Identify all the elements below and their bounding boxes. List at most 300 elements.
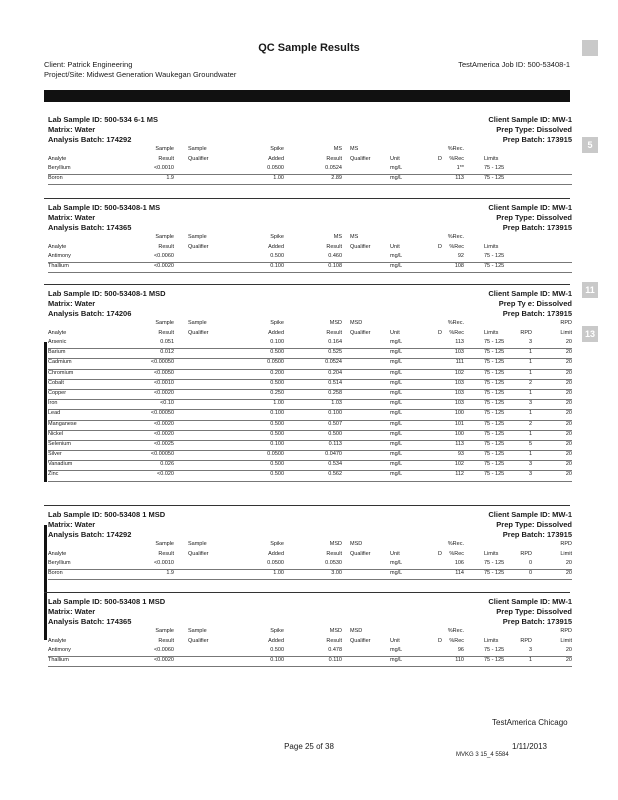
cell-spike: 0.500	[270, 461, 284, 468]
cell-rlim: 20	[565, 400, 572, 407]
section-header-row	[48, 213, 572, 223]
cell-spike: 0.0500	[267, 560, 284, 566]
cell-sres: <0.00050	[150, 359, 174, 366]
column-header-sres: Sample	[155, 146, 174, 152]
cell-sres: <0.10	[160, 400, 174, 407]
table-row	[48, 349, 572, 359]
cell-mres: 0.0524	[325, 165, 342, 171]
client-sample-id: Client Sample ID: MW-1	[488, 597, 572, 606]
cell-rpd: 3	[528, 339, 532, 345]
cell-spike: 0.0500	[267, 165, 284, 171]
table-row	[48, 380, 572, 390]
column-header-d: D	[438, 244, 442, 250]
cell-mres: 0.110	[328, 657, 342, 664]
cell-lim: 75 - 125	[484, 349, 505, 356]
column-header-mres: Result	[326, 551, 342, 557]
footer-company: TestAmerica Chicago	[492, 718, 568, 727]
cell-lim: 75 - 125	[484, 461, 505, 468]
column-header-squal: Sample	[188, 146, 207, 152]
cell-analyte: Silver	[48, 451, 62, 458]
column-header-squal: Sample	[188, 234, 207, 240]
tab-marker-blank	[582, 40, 598, 56]
cell-spike: 0.500	[270, 647, 284, 653]
cell-spike: 0.500	[270, 253, 284, 259]
section-header-row	[48, 223, 572, 233]
prep-type-label: Prep Type: Dissolved	[496, 520, 572, 529]
cell-rec: 102	[454, 461, 464, 468]
table-row	[48, 471, 572, 481]
cell-rlim: 20	[565, 560, 572, 566]
column-header-rlim: RPD	[560, 541, 572, 547]
column-header-spike: Spike	[270, 541, 284, 547]
cell-mres: 0.507	[328, 420, 342, 427]
analysis-batch: Analysis Batch: 174365	[48, 617, 132, 626]
column-header-qual: MSD	[350, 628, 363, 634]
cell-rpd: 0	[528, 570, 532, 577]
cell-analyte: Nickel	[48, 430, 63, 437]
column-header-spike: Added	[268, 244, 284, 250]
cell-rpd: 2	[528, 420, 532, 427]
cell-spike: 1.00	[273, 570, 284, 577]
cell-rlim: 20	[565, 657, 572, 664]
column-header-sres: Result	[158, 244, 174, 250]
cell-rlim: 20	[565, 451, 572, 458]
column-header-squal: Qualifier	[188, 244, 209, 250]
cell-unit: mg/L	[390, 389, 403, 396]
column-header-row	[48, 234, 572, 243]
cell-sres: <0.0010	[153, 560, 174, 566]
column-header-rpd: RPD	[520, 330, 532, 336]
cell-unit: mg/L	[390, 570, 403, 577]
table-row	[48, 441, 572, 451]
column-header-row	[48, 146, 572, 155]
cell-unit: mg/L	[390, 657, 403, 664]
cell-rlim: 20	[565, 369, 572, 376]
column-header-sres: Sample	[155, 628, 174, 634]
column-header-squal: Qualifier	[188, 551, 209, 557]
column-header-qual: MS	[350, 146, 359, 152]
column-header-qual: Qualifier	[350, 551, 371, 557]
cell-unit: mg/L	[390, 379, 403, 386]
column-header-qual: MS	[350, 234, 359, 240]
table-row	[48, 560, 572, 570]
cell-spike: 0.100	[270, 657, 284, 664]
cell-spike: 0.500	[270, 420, 284, 427]
cell-sres: <0.0020	[153, 420, 174, 427]
cell-rlim: 20	[565, 349, 572, 356]
cell-spike: 0.100	[270, 339, 284, 345]
column-header-squal: Sample	[188, 628, 207, 634]
section-divider	[44, 198, 570, 199]
cell-lim: 75 - 125	[484, 570, 505, 577]
table-row	[48, 253, 572, 263]
cell-rlim: 20	[565, 570, 572, 577]
column-header-sres: Result	[158, 330, 174, 336]
column-header-d: D	[438, 551, 442, 557]
tab-marker-11: 11	[582, 282, 598, 298]
cell-rlim: 20	[565, 379, 572, 386]
column-header-mres: Result	[326, 638, 342, 644]
column-header-rlim: Limit	[560, 551, 572, 557]
cell-rpd: 1	[528, 430, 532, 437]
column-header-mres: Result	[326, 244, 342, 250]
cell-lim: 75 - 125	[484, 379, 505, 386]
column-header-sres: Sample	[155, 541, 174, 547]
cell-mres: 2.89	[331, 175, 342, 182]
cell-lim: 75 - 125	[484, 369, 505, 376]
cell-rec: 114	[455, 570, 464, 577]
cell-analyte: Antimony	[48, 647, 71, 653]
cell-mres: 0.534	[328, 461, 342, 468]
cell-unit: mg/L	[390, 560, 403, 566]
column-header-analyte: Analyte	[48, 244, 67, 250]
qc-section	[48, 510, 572, 580]
cell-mres: 0.100	[328, 410, 342, 417]
cell-sres: <0.00050	[150, 451, 174, 458]
column-header-rec: %Rec.	[447, 541, 464, 547]
column-header-rec: %Rec	[449, 156, 464, 162]
lab-sample-id: Lab Sample ID: 500-53408 1 MSD	[48, 510, 166, 519]
cell-unit: mg/L	[390, 440, 403, 447]
column-header-sres: Result	[158, 156, 174, 162]
cell-unit: mg/L	[390, 410, 403, 417]
prep-batch: Prep Batch: 173915	[502, 135, 572, 144]
page-number: Page 25 of 38	[284, 742, 334, 751]
table-row	[48, 400, 572, 410]
cell-rpd: 1	[528, 359, 532, 366]
cell-lim: 75 - 125	[484, 451, 505, 458]
prep-type-label: Prep Type: Dissolved	[496, 125, 572, 134]
cell-lim: 75 - 125	[484, 420, 505, 427]
cell-rlim: 20	[565, 410, 572, 417]
column-header-spike: Added	[268, 638, 284, 644]
footer-code: MVKG 3 15_4 5584	[456, 752, 509, 758]
lab-sample-id: Lab Sample ID: 500-53408-1 MSD	[48, 289, 166, 298]
cell-mres: 0.478	[328, 647, 342, 653]
column-header-rlim: Limit	[560, 638, 572, 644]
cell-mres: 0.0524	[325, 359, 342, 366]
cell-rlim: 20	[565, 389, 572, 396]
analysis-batch: Analysis Batch: 174292	[48, 530, 132, 539]
matrix-label: Matrix: Water	[48, 607, 96, 616]
cell-sres: <0.0060	[153, 647, 174, 653]
client-sample-id: Client Sample ID: MW-1	[488, 510, 572, 519]
cell-spike: 0.0500	[267, 451, 284, 458]
cell-sres: <0.020	[157, 471, 174, 478]
prep-batch: Prep Batch: 173915	[502, 617, 572, 626]
table-row	[48, 175, 572, 185]
cell-mres: 0.562	[328, 471, 342, 478]
cell-rec: 103	[454, 400, 464, 407]
column-header-rec: %Rec.	[447, 320, 464, 326]
cell-analyte: Boron	[48, 570, 63, 577]
cell-mres: 0.164	[328, 339, 342, 345]
cell-unit: mg/L	[390, 165, 403, 171]
section-divider	[44, 284, 570, 285]
cell-analyte: Zinc	[48, 471, 59, 478]
table-row	[48, 390, 572, 400]
cell-analyte: Selenium	[48, 440, 71, 447]
cell-rec: 101	[454, 420, 464, 427]
column-header-rlim: RPD	[560, 628, 572, 634]
cell-unit: mg/L	[390, 175, 403, 182]
section-header-row	[48, 125, 572, 135]
cell-analyte: Chromium	[48, 369, 74, 376]
tab-marker-5: 5	[582, 137, 598, 153]
job-id: TestAmerica Job ID: 500-53408-1	[458, 60, 570, 69]
edge-scan-mark	[44, 342, 47, 482]
column-header-lim: Limits	[484, 156, 499, 162]
table-row	[48, 647, 572, 657]
cell-lim: 75 - 125	[484, 560, 505, 566]
header-bar	[44, 90, 570, 102]
section-header-row	[48, 617, 572, 627]
column-header-rec: %Rec	[449, 244, 464, 250]
column-header-rpd: RPD	[520, 551, 532, 557]
column-header-rec: %Rec	[449, 638, 464, 644]
cell-sres: <0.0010	[153, 379, 174, 386]
column-header-lim: Limits	[484, 551, 499, 557]
cell-lim: 75 - 125	[484, 647, 505, 653]
cell-rec: 103	[454, 389, 464, 396]
cell-sres: 1.9	[166, 570, 174, 577]
cell-rpd: 1	[528, 451, 532, 458]
column-header-lim: Limits	[484, 330, 499, 336]
prep-type-label: Prep Type: Dissolved	[496, 607, 572, 616]
cell-mres: 0.525	[328, 349, 342, 356]
cell-lim: 75 - 125	[484, 253, 505, 259]
cell-sres: 0.051	[160, 339, 174, 345]
client-sample-id: Client Sample ID: MW-1	[488, 289, 572, 298]
cell-lim: 75 - 125	[484, 400, 505, 407]
column-header-spike: Added	[268, 551, 284, 557]
cell-lim: 75 - 125	[484, 263, 505, 270]
cell-rpd: 1	[528, 389, 532, 396]
column-header-rlim: RPD	[560, 320, 572, 326]
cell-rec: 113	[455, 175, 464, 182]
column-header-sres: Sample	[155, 320, 174, 326]
section-header-row	[48, 135, 572, 145]
cell-rpd: 3	[528, 461, 532, 468]
column-header-rec: %Rec	[449, 551, 464, 557]
cell-rec: 106	[454, 560, 464, 566]
cell-rec: 1**	[456, 165, 464, 171]
prep-batch: Prep Batch: 173915	[502, 309, 572, 318]
cell-rpd: 2	[528, 379, 532, 386]
matrix-label: Matrix: Water	[48, 299, 96, 308]
column-header-squal: Qualifier	[188, 156, 209, 162]
section-divider	[44, 592, 570, 593]
column-header-spike: Spike	[270, 628, 284, 634]
table-row	[48, 570, 572, 580]
tab-marker-13: 13	[582, 326, 598, 342]
cell-sres: <0.0010	[153, 165, 174, 171]
edge-scan-mark	[44, 525, 47, 640]
prep-batch: Prep Batch: 173915	[502, 223, 572, 232]
column-header-row	[48, 244, 572, 253]
cell-rpd: 3	[528, 471, 532, 478]
column-header-unit: Unit	[390, 244, 400, 250]
prep-type-label: Prep Type: Dissolved	[496, 213, 572, 222]
column-header-analyte: Analyte	[48, 638, 67, 644]
cell-rec: 96	[457, 647, 464, 653]
cell-unit: mg/L	[390, 263, 403, 270]
cell-rec: 112	[455, 471, 464, 478]
column-header-sres: Sample	[155, 234, 174, 240]
lab-sample-id: Lab Sample ID: 500-53408 1 MSD	[48, 597, 166, 606]
table-row	[48, 451, 572, 461]
cell-spike: 0.500	[270, 430, 284, 437]
cell-spike: 0.500	[270, 471, 284, 478]
lab-sample-id: Lab Sample ID: 500-534 6-1 MS	[48, 115, 159, 124]
column-header-spike: Added	[268, 330, 284, 336]
column-header-unit: Unit	[390, 330, 400, 336]
cell-analyte: Antimony	[48, 253, 71, 259]
cell-lim: 75 - 125	[484, 165, 505, 171]
cell-unit: mg/L	[390, 339, 403, 345]
client-sample-id: Client Sample ID: MW-1	[488, 115, 572, 124]
column-header-mres: MSD	[329, 628, 342, 634]
table-row	[48, 339, 572, 349]
cell-sres: <0.0050	[153, 369, 174, 376]
cell-analyte: Boron	[48, 175, 63, 182]
cell-unit: mg/L	[390, 359, 403, 366]
column-header-d: D	[438, 330, 442, 336]
column-header-qual: Qualifier	[350, 330, 371, 336]
table-row	[48, 359, 572, 369]
cell-spike: 0.200	[270, 369, 284, 376]
section-header-row	[48, 203, 572, 213]
table-row	[48, 657, 572, 667]
cell-lim: 75 - 125	[484, 389, 505, 396]
table-row	[48, 410, 572, 420]
cell-rlim: 20	[565, 471, 572, 478]
column-header-lim: Limits	[484, 638, 499, 644]
table-row	[48, 421, 572, 431]
cell-rec: 93	[457, 451, 464, 458]
table-row	[48, 431, 572, 441]
cell-mres: 0.204	[328, 369, 342, 376]
column-header-qual: MSD	[350, 320, 363, 326]
cell-sres: 0.026	[160, 461, 174, 468]
cell-lim: 75 - 125	[484, 359, 505, 366]
cell-spike: 0.500	[270, 349, 284, 356]
cell-rpd: 1	[528, 369, 532, 376]
column-header-unit: Unit	[390, 156, 400, 162]
column-header-spike: Spike	[270, 234, 284, 240]
cell-rlim: 20	[565, 420, 572, 427]
column-header-sres: Result	[158, 551, 174, 557]
cell-unit: mg/L	[390, 349, 403, 356]
cell-unit: mg/L	[390, 369, 403, 376]
column-header-rlim: Limit	[560, 330, 572, 336]
cell-analyte: Cadmium	[48, 359, 72, 366]
cell-unit: mg/L	[390, 400, 403, 407]
cell-lim: 75 - 125	[484, 471, 505, 478]
cell-lim: 75 - 125	[484, 339, 505, 345]
cell-rec: 92	[457, 253, 464, 259]
cell-lim: 75 - 125	[484, 440, 505, 447]
cell-unit: mg/L	[390, 420, 403, 427]
cell-sres: 0.012	[160, 349, 174, 356]
cell-analyte: Lead	[48, 410, 61, 417]
column-header-squal: Qualifier	[188, 330, 209, 336]
column-header-unit: Unit	[390, 638, 400, 644]
section-header-row	[48, 530, 572, 540]
analysis-batch: Analysis Batch: 174365	[48, 223, 132, 232]
cell-analyte: Beryllium	[48, 165, 71, 171]
cell-rlim: 20	[565, 430, 572, 437]
cell-mres: 0.460	[328, 253, 342, 259]
cell-analyte: Thallium	[48, 657, 69, 664]
column-header-row	[48, 320, 572, 329]
cell-analyte: Vanadium	[48, 461, 73, 468]
matrix-label: Matrix: Water	[48, 213, 96, 222]
cell-unit: mg/L	[390, 647, 403, 653]
qc-section	[48, 115, 572, 185]
cell-rec: 100	[454, 410, 464, 417]
cell-spike: 1.00	[273, 175, 284, 182]
cell-mres: 0.0530	[325, 560, 342, 566]
cell-rpd: 3	[528, 400, 532, 407]
cell-mres: 3.00	[331, 570, 342, 577]
column-header-spike: Added	[268, 156, 284, 162]
section-header-row	[48, 520, 572, 530]
column-header-mres: MS	[333, 146, 342, 152]
cell-spike: 0.100	[270, 440, 284, 447]
cell-analyte: Arsenic	[48, 339, 67, 345]
cell-sres: 1.9	[166, 175, 174, 182]
column-header-lim: Limits	[484, 244, 499, 250]
cell-rec: 113	[455, 440, 464, 447]
cell-analyte: Copper	[48, 389, 67, 396]
column-header-rpd: RPD	[520, 638, 532, 644]
section-header-row	[48, 289, 572, 299]
cell-spike: 0.0500	[267, 359, 284, 366]
cell-unit: mg/L	[390, 451, 403, 458]
prep-type-label: Prep Ty e: Dissolved	[498, 299, 572, 308]
cell-rlim: 20	[565, 647, 572, 653]
section-divider	[44, 505, 570, 506]
cell-sres: <0.0020	[153, 657, 174, 664]
table-row	[48, 263, 572, 273]
column-header-squal: Qualifier	[188, 638, 209, 644]
column-header-analyte: Analyte	[48, 156, 67, 162]
cell-lim: 75 - 125	[484, 175, 505, 182]
column-header-spike: Spike	[270, 320, 284, 326]
column-header-mres: MS	[333, 234, 342, 240]
cell-rlim: 20	[565, 359, 572, 366]
cell-rec: 102	[454, 369, 464, 376]
qc-section	[48, 597, 572, 667]
matrix-label: Matrix: Water	[48, 520, 96, 529]
column-header-row	[48, 551, 572, 560]
cell-analyte: Beryllium	[48, 560, 71, 566]
table-row	[48, 461, 572, 471]
section-header-row	[48, 309, 572, 319]
cell-unit: mg/L	[390, 471, 403, 478]
cell-lim: 75 - 125	[484, 430, 505, 437]
cell-sres: <0.00050	[150, 410, 174, 417]
cell-analyte: Cobalt	[48, 379, 64, 386]
cell-sres: <0.0025	[153, 440, 174, 447]
cell-spike: 0.100	[270, 410, 284, 417]
cell-rpd: 1	[528, 349, 532, 356]
column-header-squal: Sample	[188, 541, 207, 547]
cell-analyte: Manganese	[48, 420, 77, 427]
column-header-sres: Result	[158, 638, 174, 644]
cell-unit: mg/L	[390, 430, 403, 437]
